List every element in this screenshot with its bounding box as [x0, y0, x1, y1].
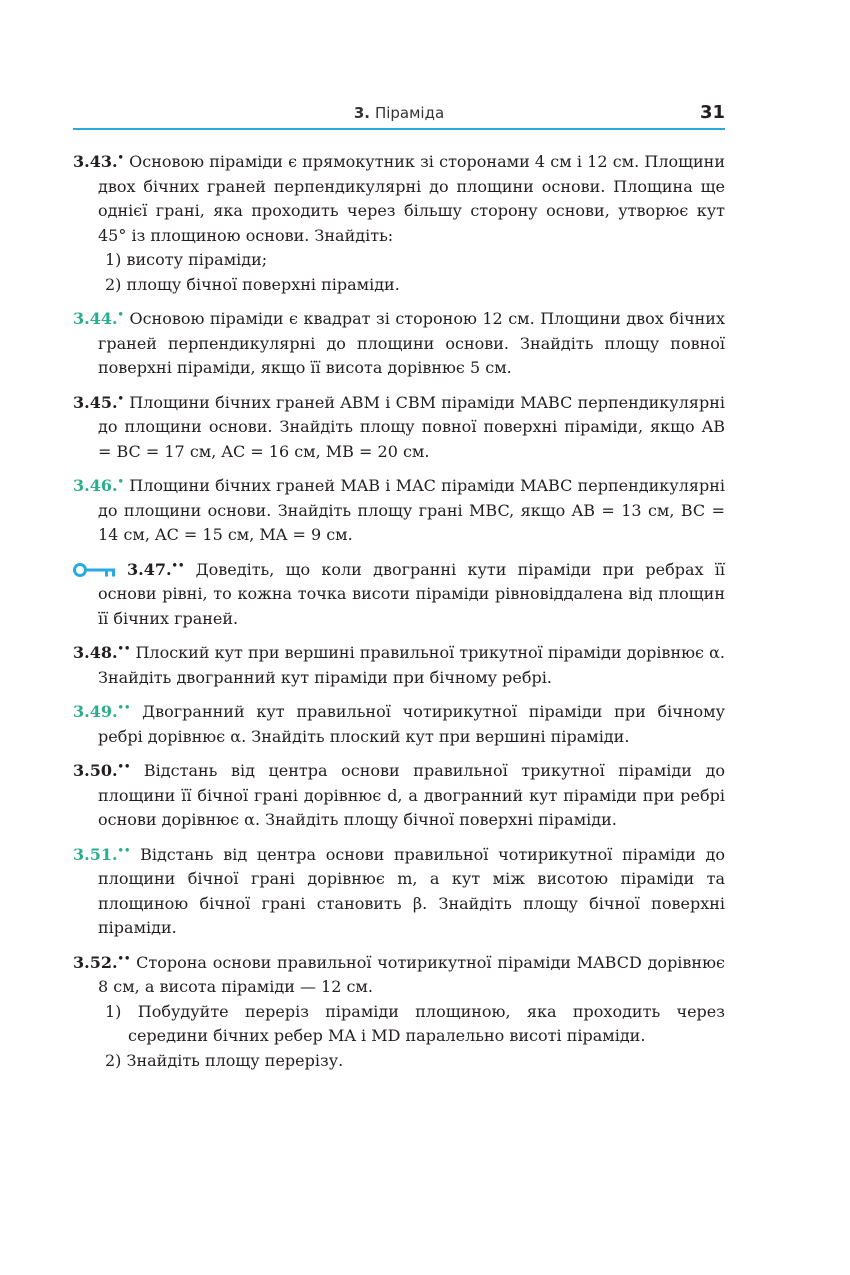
problem-text: Площини бічних граней ABM і CBM піраміди MABC перпендикулярні до площини основи. Знайдіть площу повної поверхні піраміди, якщо AB = BC = 17 см, AC = 16 см, MB = 20 см.: [98, 392, 725, 461]
problem-number: 3.52.••: [73, 952, 131, 972]
problem-item: 2) площу бічної поверхні піраміди.: [105, 274, 400, 294]
problem-number: 3.51.••: [73, 844, 131, 864]
section-name: Піраміда: [374, 104, 445, 122]
problem-3-44: [73, 307, 725, 381]
problem-number: 3.48.••: [73, 643, 131, 662]
problem-3-45: [73, 391, 725, 465]
page-number: 31: [699, 102, 725, 123]
section-number: 3.: [353, 104, 370, 122]
problem-number: 3.46.•: [73, 476, 124, 495]
problem-3-43: [73, 150, 725, 297]
problem-3-48: [73, 641, 725, 690]
problem-text: Основою піраміди є квадрат зі стороною 12 см. Площини двох бічних граней перпендикулярні до площини основи. Знайдіть площу повної поверхні піраміди, якщо її висота дорівнює 5 см.: [98, 309, 725, 377]
problem-number: 3.49.••: [73, 702, 131, 721]
problem-number: 3.43.•: [73, 152, 124, 171]
problem-number: 3.50.••: [73, 761, 131, 780]
problem-3-49: [73, 700, 725, 749]
problem-3-50: [73, 759, 725, 833]
problem-3-47: [73, 558, 725, 632]
problem-text: Відстань від центра основи правильної трикутної піраміди до площини її бічної грані дорівнює d, а двогранний кут піраміди при ребрі основи дорівнює α. Знайдіть площу бічної поверхні піраміди.: [98, 761, 725, 829]
problem-item: 2) Знайдіть площу перерізу.: [105, 1050, 344, 1070]
problem-text: Двогранний кут правильної чотирикутної піраміди при бічному ребрі дорівнює α. Знайдіть плоский кут при вершині піраміди.: [98, 702, 725, 746]
problem-list: [73, 150, 725, 1083]
problem-text: Основою піраміди є прямокутник зі сторонами 4 см і 12 см. Площини двох бічних граней перпендикулярні до площини основи. Площина ще однієї грані, яка проходить через більшу сторону основи, утворює кут 45° із площиною основи. Знайдіть:: [98, 152, 725, 245]
problem-text: Відстань від центра основи правильної чотирикутної піраміди до площини бічної грані дорівнює m, а кут між висотою піраміди та площиною бічної грані становить β. Знайдіть площу бічної поверхні піраміди.: [98, 844, 725, 937]
problem-number: 3.44.•: [73, 309, 124, 328]
page-header: [73, 100, 725, 130]
key-icon: [73, 563, 119, 577]
problem-number: 3.47.••: [127, 559, 185, 579]
problem-item: 1) висоту піраміди;: [105, 250, 268, 269]
section-title: [73, 104, 725, 122]
problem-item: 1) Побудуйте переріз піраміди площиною, яка проходить через середини бічних ребер MA і MD паралельно висоті піраміди.: [105, 1001, 725, 1045]
problem-text: Доведіть, що коли двогранні кути піраміди при ребрах її основи рівні, то кожна точка висоти піраміди рівновіддалена від площин її бічних граней.: [98, 559, 725, 628]
problem-3-52: [73, 951, 725, 1074]
problem-text: Площини бічних граней MAB і MAC піраміди MABC перпендикулярні до площини основи. Знайдіть площу грані MBC, якщо AB = 13 см, BC = 14 см, AC = 15 см, MA = 9 см.: [98, 476, 725, 544]
problem-3-46: [73, 474, 725, 548]
problem-text: Сторона основи правильної чотирикутної піраміди MABCD дорівнює 8 см, а висота піраміди — 12 см.: [98, 952, 725, 996]
problem-text: Плоский кут при вершині правильної трикутної піраміди дорівнює α. Знайдіть двогранний кут піраміди при бічному ребрі.: [98, 643, 725, 687]
problem-number: 3.45.•: [73, 392, 124, 412]
problem-3-51: [73, 843, 725, 941]
